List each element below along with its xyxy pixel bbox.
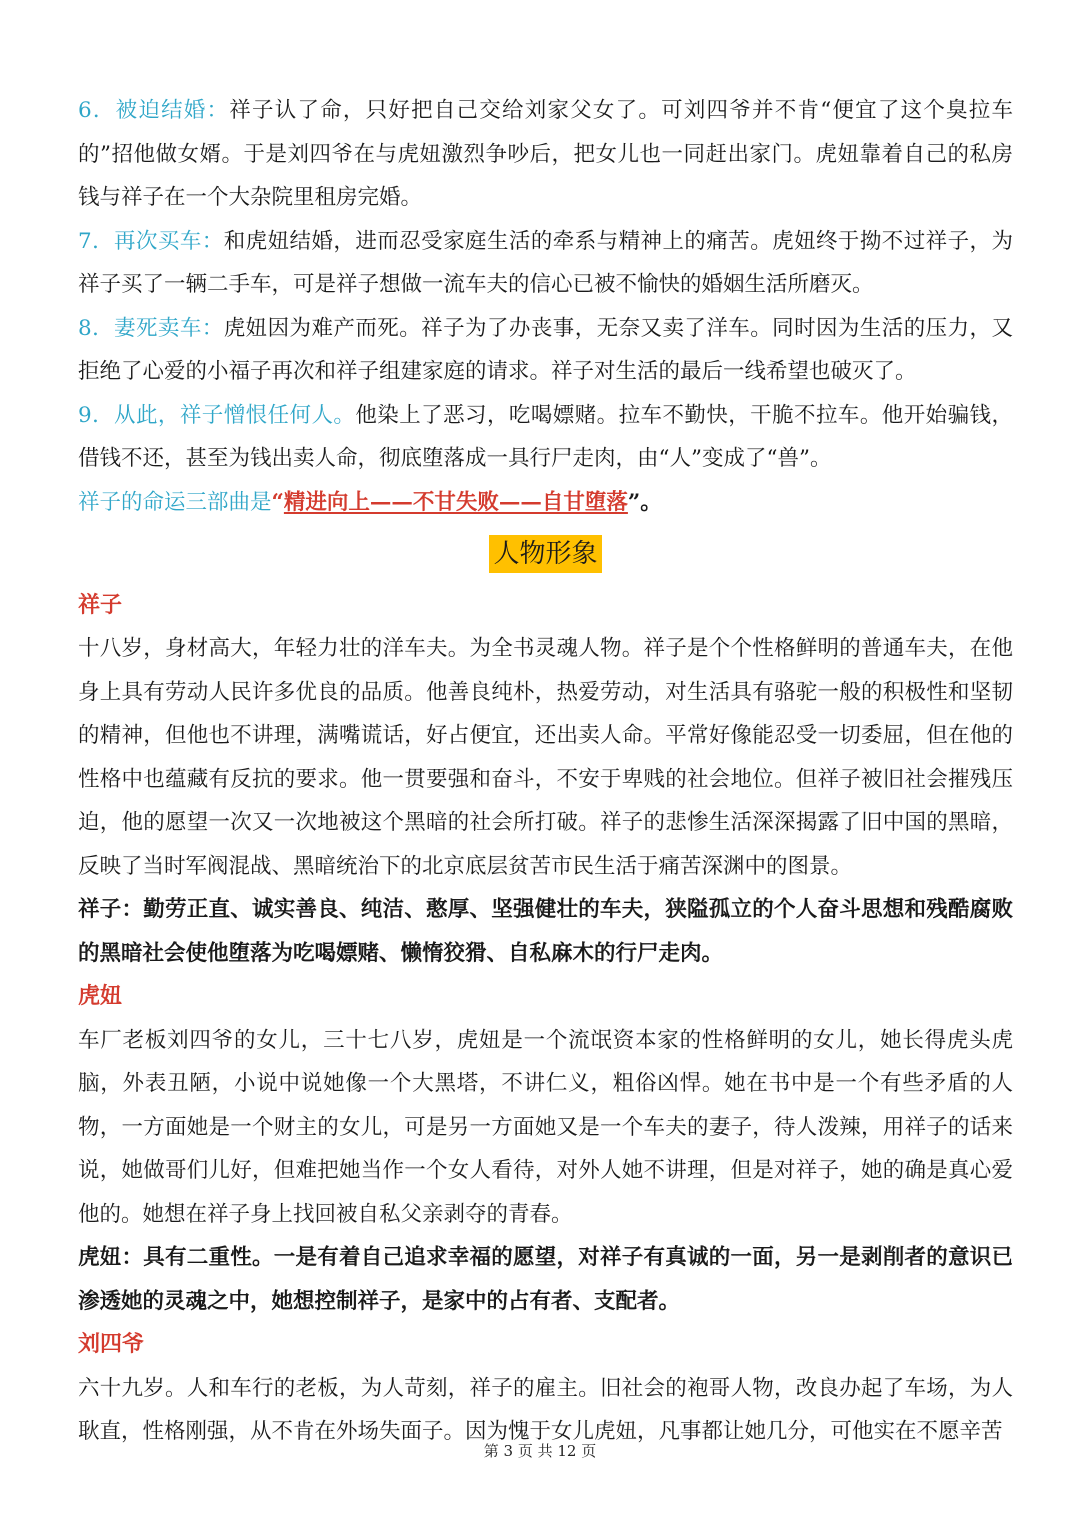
plot-label: 9．从此，祥子憎恨任何人。 [78, 402, 356, 428]
trilogy-prefix: 祥子的命运三部曲是 [78, 489, 272, 515]
character-description: 十八岁，身材高大，年轻力壮的洋车夫。为全书灵魂人物。祥子是个个性格鲜明的普通车夫，在他身上具有劳动人民许多优良的品质。他善良纯朴，热爱劳动，对生活具有骆驼一般的积极性和坚韧的精神，但他也不讲理，满嘴谎话，好占便宜，还出卖人命。平常好像能忍受一切委屈，但在他的性格中也蕴藏有反抗的要求。他一贯要强和奋斗，不安于卑贱的社会地位。但祥子被旧社会摧残压迫，他的愿望一次又一次地被这个黑暗的社会所打破。祥子的悲惨生活深深揭露了旧中国的黑暗，反映了当时军阀混战、黑暗统治下的北京底层贫苦市民生活于痛苦深渊中的图景。 [78, 636, 1013, 879]
plot-text: 他染上了恶习，吃喝嫖赌。拉车不勤快，干脆不拉车。他开始骗钱，借钱不还，甚至为钱出卖人命，彻底堕落成一具行尸走肉，由“人”变成了“兽”。 [78, 402, 1013, 471]
character-heading: 虎妞 [78, 983, 123, 1009]
character-heading: 刘四爷 [78, 1331, 145, 1357]
trilogy-close-quote: ”。 [627, 489, 662, 515]
page-content [78, 89, 1013, 1454]
plot-label: 6．被迫结婚： [78, 98, 230, 123]
plot-text: 和虎妞结婚，进而忍受家庭生活的牵系与精神上的痛苦。虎妞终于拗不过祥子，为祥子买了一辆二手车，可是祥子想做一流车夫的信心已被不愉快的婚姻生活所磨灭。 [78, 228, 1013, 297]
trilogy-open-quote: “ [271, 489, 284, 515]
section-title: 人物形象 [489, 535, 601, 573]
page-footer: 第 3 页 共 12 页 [483, 1442, 597, 1460]
plot-text: 祥子认了命，只好把自己交给刘家父女了。可刘四爷并不肯“便宜了这个臭拉车的”招他做女婿。于是刘四爷在与虎妞激烈争吵后，把女儿也一同赶出家门。虎妞靠着自己的私房钱与祥子在一个大杂院里租房完婚。 [78, 98, 1013, 210]
plot-item-8 [78, 307, 1013, 394]
character-summary: 祥子：勤劳正直、诚实善良、纯洁、憨厚、坚强健壮的车夫，狭隘孤立的个人奋斗思想和残酷腐败的黑暗社会使他堕落为吃喝嫖赌、懒惰狡猾、自私麻木的行尸走肉。 [78, 897, 1013, 966]
character-summary: 虎妞：具有二重性。一是有着自己追求幸福的愿望，对祥子有真诚的一面，另一是剥削者的意识已渗透她的灵魂之中，她想控制祥子，是家中的占有者、支配者。 [78, 1245, 1013, 1314]
character-description: 车厂老板刘四爷的女儿，三十七八岁，虎妞是一个流氓资本家的性格鲜明的女儿，她长得虎头虎脑，外表丑陋，小说中说她像一个大黑塔，不讲仁义，粗俗凶悍。她在书中是一个有些矛盾的人物，一方面她是一个财主的女儿，可是另一方面她又是一个车夫的妻子，待人泼辣，用祥子的话来说，她做哥们儿好，但难把她当作一个女人看待，对外人她不讲理，但是对祥子，她的确是真心爱他的。她想在祥子身上找回被自私父亲剥夺的青春。 [78, 1027, 1013, 1227]
plot-item-6 [78, 89, 1013, 220]
plot-label: 8．妻死卖车： [78, 315, 224, 341]
plot-item-9 [78, 394, 1013, 481]
plot-item-7 [78, 220, 1013, 307]
section-header [78, 534, 1013, 578]
character-description: 六十九岁。人和车行的老板，为人苛刻，祥子的雇主。旧社会的袍哥人物，改良办起了车场，为人耿直，性格刚强，从不肯在外场失面子。因为愧于女儿虎妞，凡事都让她几分，可他实在不愿辛苦 [78, 1375, 1013, 1444]
plot-label: 7．再次买车： [78, 228, 224, 254]
trilogy-phrase: 精进向上——不甘失败——自甘堕落 [283, 489, 628, 515]
plot-text: 虎妞因为难产而死。祥子为了办丧事，无奈又卖了洋车。同时因为生活的压力，又拒绝了心爱的小福子再次和祥子组建家庭的请求。祥子对生活的最后一线希望也破灭了。 [78, 315, 1013, 384]
character-heading: 祥子 [78, 591, 123, 618]
trilogy-line [78, 481, 1013, 525]
